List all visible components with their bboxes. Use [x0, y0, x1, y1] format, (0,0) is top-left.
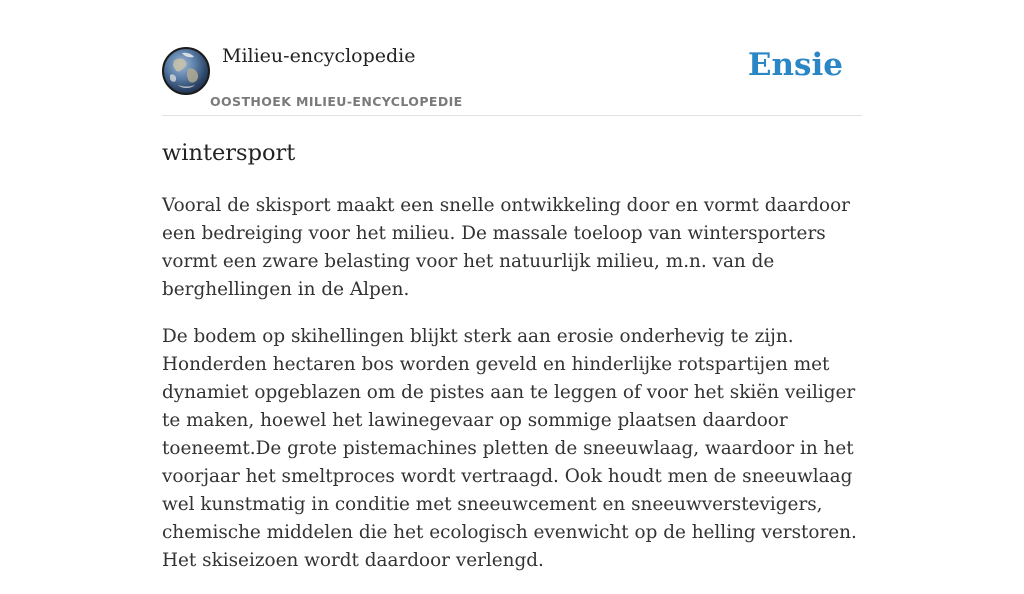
globe-graphic: [164, 49, 208, 93]
site-subtitle: OOSTHOEK MILIEU-ENCYCLOPEDIE: [210, 94, 463, 109]
article-body: [162, 192, 868, 594]
article-paragraph-1: Vooral de skisport maakt een snelle ontwikkeling door en vormt daardoor een bedreiging voor het milieu. De massale toeloop van wintersporters vormt een zware belasting voor het natuurlijk milieu, m.n. van de berghellingen in de Alpen.: [162, 195, 850, 300]
article-paragraph-2: De bodem op skihellingen blijkt sterk aan erosie onderhevig te zijn. Honderden hectaren bos worden geveld en hinderlijke rotspartijen met dynamiet opgeblazen om de pistes aan te leggen of voor het skiën veiliger te maken, hoewel het lawinegevaar op sommige plaatsen daardoor toeneemt.De grote pistemachines pletten de sneeuwlaag, waardoor in het voorjaar het smeltproces wordt vertraagd. Ook houdt men de sneeuwlaag wel kunstmatig in conditie met sneeuwcement en sneeuwverstevigers, chemische middelen die het ecologisch evenwicht op de helling verstoren. Het skiseizoen wordt daardoor verlengd.: [162, 326, 857, 571]
site-header: [162, 0, 862, 116]
ensie-brand-link[interactable]: Ensie: [747, 47, 843, 83]
article-headword: wintersport: [162, 140, 296, 166]
site-title-link[interactable]: Milieu-encyclopedie: [222, 45, 416, 67]
earth-globe-icon[interactable]: [162, 47, 210, 95]
page: [162, 0, 862, 571]
